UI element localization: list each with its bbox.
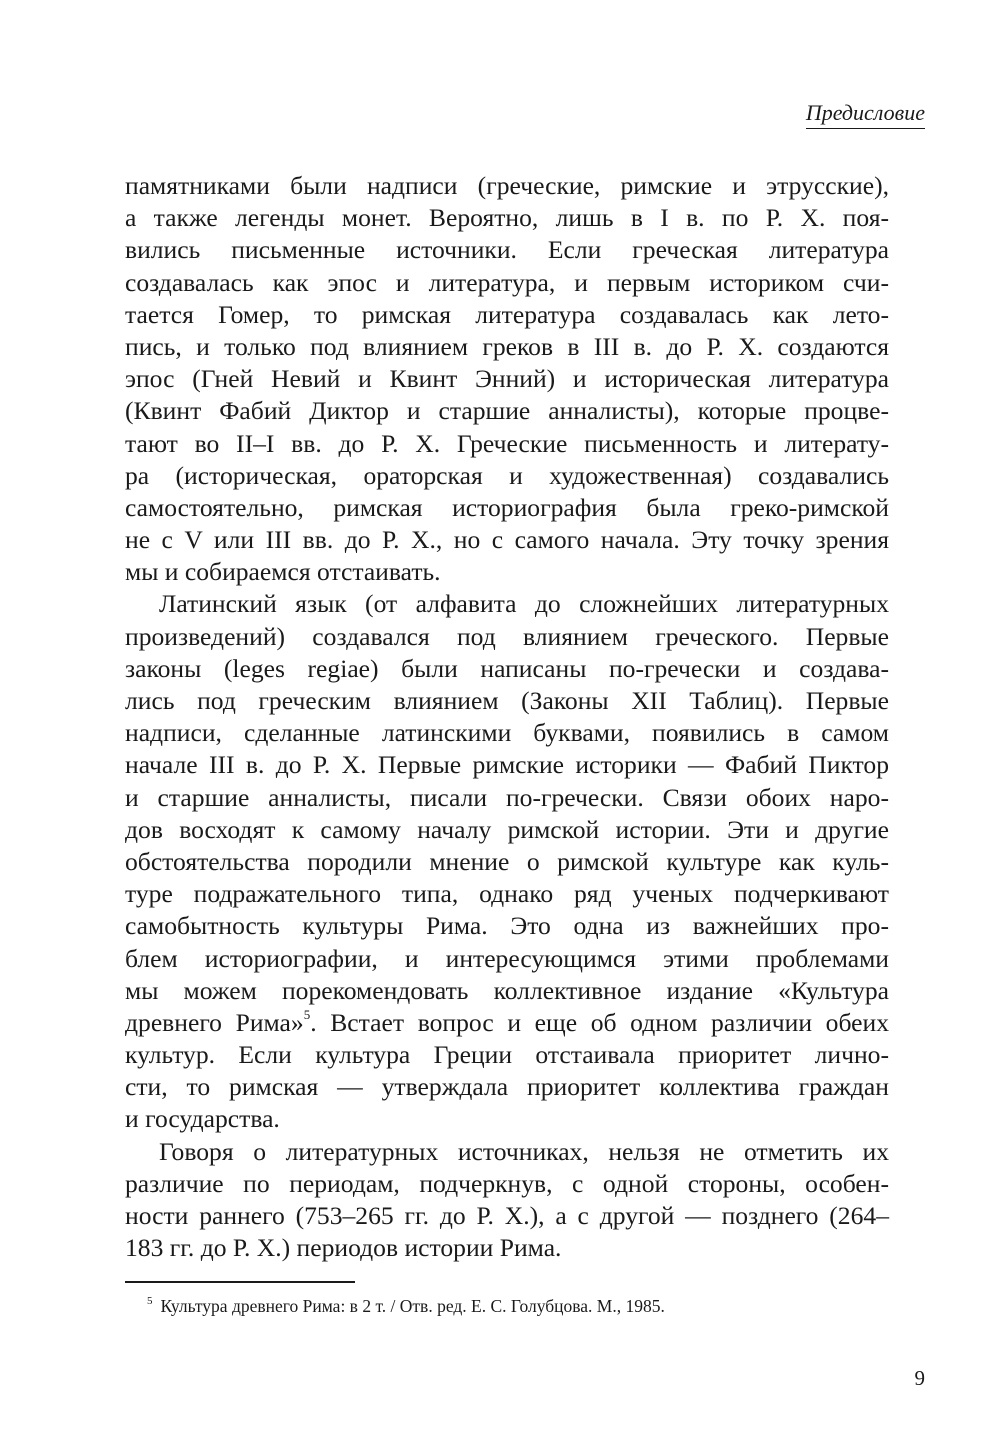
text-line: вились письменные источники. Если греческая литература	[125, 235, 889, 265]
text-line: культур. Если культура Греции отстаивала приоритет лично-	[125, 1040, 889, 1070]
body-text	[125, 170, 889, 1264]
paragraph	[125, 588, 889, 1135]
text-line: дов восходят к самому началу римской истории. Эти и другие	[125, 814, 889, 844]
text-line: памятниками были надписи (греческие, римские и этрусские),	[125, 171, 889, 200]
text-line: самостоятельно, римская историография была греко-римской	[125, 492, 889, 522]
footnote	[147, 1296, 665, 1317]
text-line: Говоря о литературных источниках, нельзя не отметить их	[159, 1136, 889, 1166]
paragraph	[125, 170, 889, 588]
text-line: лись под греческим влиянием (Законы XII Таблиц). Первые	[125, 686, 889, 715]
text-line: надписи, сделанные латинскими буквами, появились в самом	[125, 718, 889, 748]
text-line: сти, то римская — утверждала приоритет коллектива граждан	[125, 1072, 889, 1102]
text-line: и старшие анналисты, писали по-гречески. Связи обоих наро-	[125, 782, 889, 812]
text-line: произведений) создавался под влиянием греческого. Первые	[125, 621, 889, 651]
text-line: самобытность культуры Рима. Это одна из важнейших про-	[125, 911, 889, 941]
text-line-with-footnote-ref	[125, 1007, 889, 1039]
text-line: ра (историческая, ораторская и художественная) создавались	[125, 460, 889, 490]
text-line: создавалась как эпос и литература, и первым историком счи-	[125, 267, 889, 297]
text-line: тается Гомер, то римская литература создавалась как лето-	[125, 299, 889, 329]
text-line: мы можем порекомендовать коллективное издание «Культура	[125, 975, 889, 1005]
line-part: древнего Рима»	[125, 1007, 304, 1037]
text-line: обстоятельства породили мнение о римской культуре как куль-	[125, 846, 889, 876]
running-head-title: Предисловие	[806, 100, 925, 129]
text-line: мы и собираемся отстаивать.	[125, 557, 441, 587]
line-part: . Встает вопрос и еще об одном различии обеих	[310, 1007, 889, 1037]
text-line: 183 гг. до Р. Х.) периодов истории Рима.	[125, 1233, 562, 1263]
text-line: законы (leges regiae) были написаны по-гречески и создава-	[125, 653, 889, 683]
text-line: различие по периодам, подчеркнув, с одной стороны, особен-	[125, 1168, 889, 1198]
text-line: тают во II–I вв. до Р. Х. Греческие письменность и литерату-	[125, 428, 889, 458]
footnote-marker: 5	[147, 1295, 153, 1308]
text-line: (Квинт Фабий Диктор и старшие анналисты), которые процве-	[125, 396, 889, 426]
footnote-reference[interactable]: 5	[303, 1007, 311, 1023]
text-line: блем историографии, и интересующимся этими проблемами	[125, 943, 889, 973]
text-line: эпос (Гней Невий и Квинт Энний) и историческая литература	[125, 364, 889, 394]
text-line: а также легенды монет. Вероятно, лишь в I в. по Р. Х. поя-	[125, 203, 889, 233]
footnote-divider	[125, 1281, 355, 1283]
text-line: пись, и только под влиянием греков в III в. до Р. Х. создаются	[125, 331, 889, 361]
text-line: Латинский язык (от алфавита до сложнейших литературных	[159, 589, 889, 619]
text-line: и государства.	[125, 1104, 280, 1134]
paragraph	[125, 1136, 889, 1265]
text-line: туре подражательного типа, однако ряд ученых подчеркивают	[125, 879, 889, 909]
text-line: не с V или III вв. до Р. Х., но с самого начала. Эту точку зрения	[125, 525, 889, 555]
text-line: начале III в. до Р. Х. Первые римские историки — Фабий Пиктор	[125, 750, 889, 780]
text-line: ности раннего (753–265 гг. до Р. Х.), а с другой — позднего (264–	[125, 1201, 889, 1230]
footnote-text: Культура древнего Рима: в 2 т. / Отв. ред. Е. С. Голубцова. М., 1985.	[160, 1296, 665, 1316]
page-number: 9	[914, 1366, 925, 1390]
